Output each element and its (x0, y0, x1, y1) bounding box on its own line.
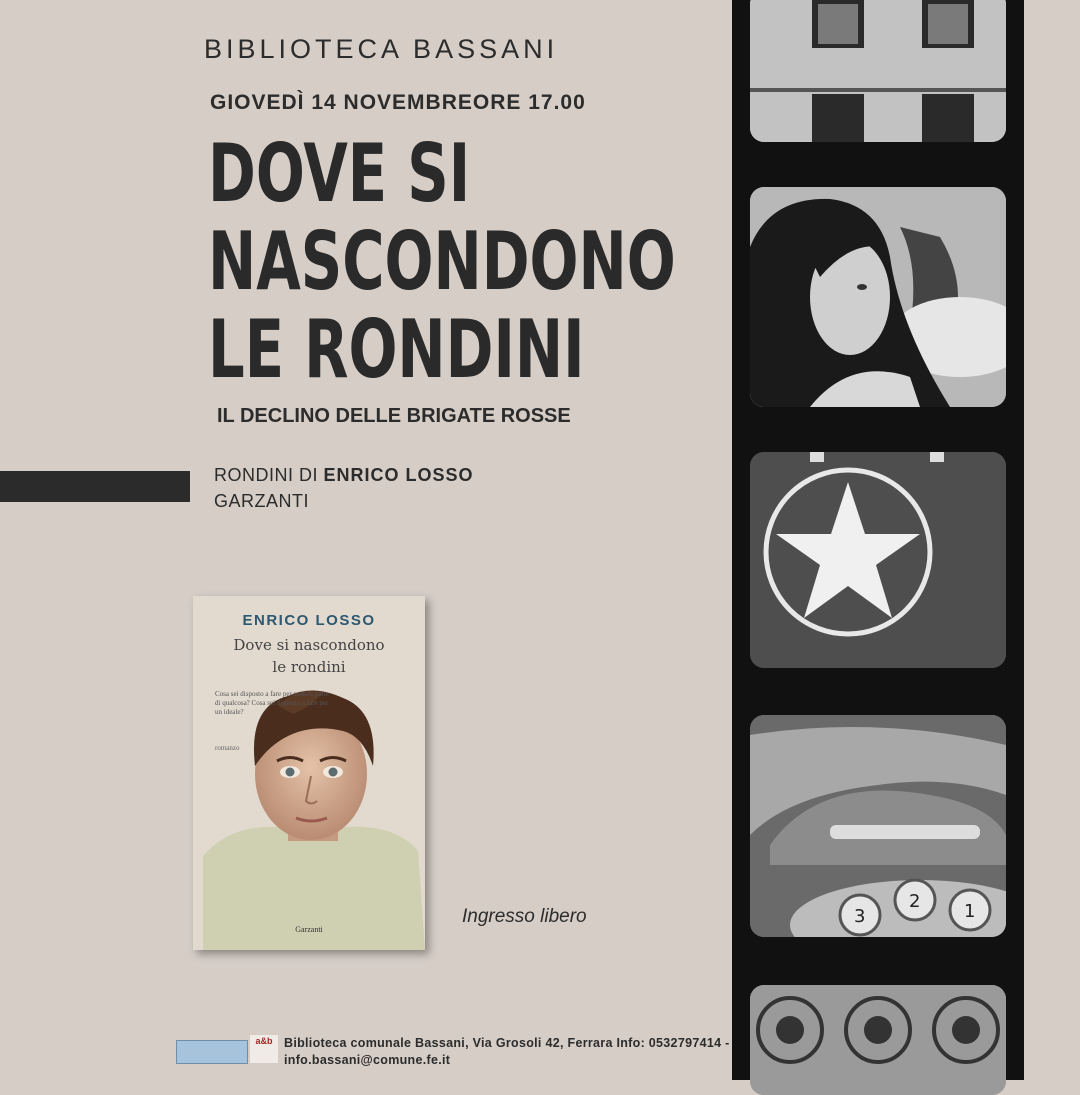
footer-line-1: Biblioteca comunale Bassani, Via Grosoli 42, Ferrara Info: 0532797414 - (284, 1036, 730, 1050)
film-frame-building (750, 0, 1006, 142)
credits-author: ENRICO LOSSO (323, 465, 474, 485)
event-title (208, 127, 676, 396)
footer-line-2: info.bassani@comune.fe.it (284, 1053, 451, 1067)
credits (214, 462, 474, 514)
book-genre: romanzo (215, 744, 240, 752)
entry-note: Ingresso libero (462, 906, 587, 927)
book-title-line-1: Dove si nascondono (233, 636, 385, 654)
svg-text:2: 2 (909, 891, 921, 912)
title-line-2: NASCONDONO (208, 215, 676, 308)
library-logo (176, 1040, 248, 1064)
book-title-line-2: le rondini (272, 658, 346, 676)
event-date: GIOVEDÌ 14 NOVEMBREORE 17.00 (210, 91, 586, 114)
film-frame-telephone (750, 715, 1006, 937)
film-strip (732, 0, 1024, 1080)
decorative-bar (0, 471, 190, 502)
ab-logo-text: a&b (255, 1036, 273, 1046)
title-line-1: DOVE SI (208, 127, 471, 220)
footer-info (284, 1035, 730, 1069)
book-blurb: Cosa sei disposto a fare per sentirti parte di qualcosa? Cosa sei disposto a fare per un ideale? (215, 690, 329, 716)
svg-text:3: 3 (854, 906, 866, 927)
credits-prefix: RONDINI DI (214, 465, 324, 485)
svg-text:1: 1 (964, 901, 976, 922)
film-frame-star (750, 452, 1006, 668)
event-subtitle: IL DECLINO DELLE BRIGATE ROSSE (217, 405, 571, 427)
film-frame-tiles (750, 985, 1006, 1095)
book-title (193, 634, 425, 678)
book-cover (193, 596, 425, 950)
ab-logo (250, 1035, 278, 1063)
credits-publisher: GARZANTI (214, 491, 310, 511)
title-line-3: LE RONDINI (208, 303, 585, 396)
book-publisher: Garzanti (295, 925, 323, 934)
film-frame-woman (750, 187, 1006, 407)
book-author: ENRICO LOSSO (242, 612, 376, 629)
library-name: BIBLIOTECA BASSANI (204, 34, 559, 64)
